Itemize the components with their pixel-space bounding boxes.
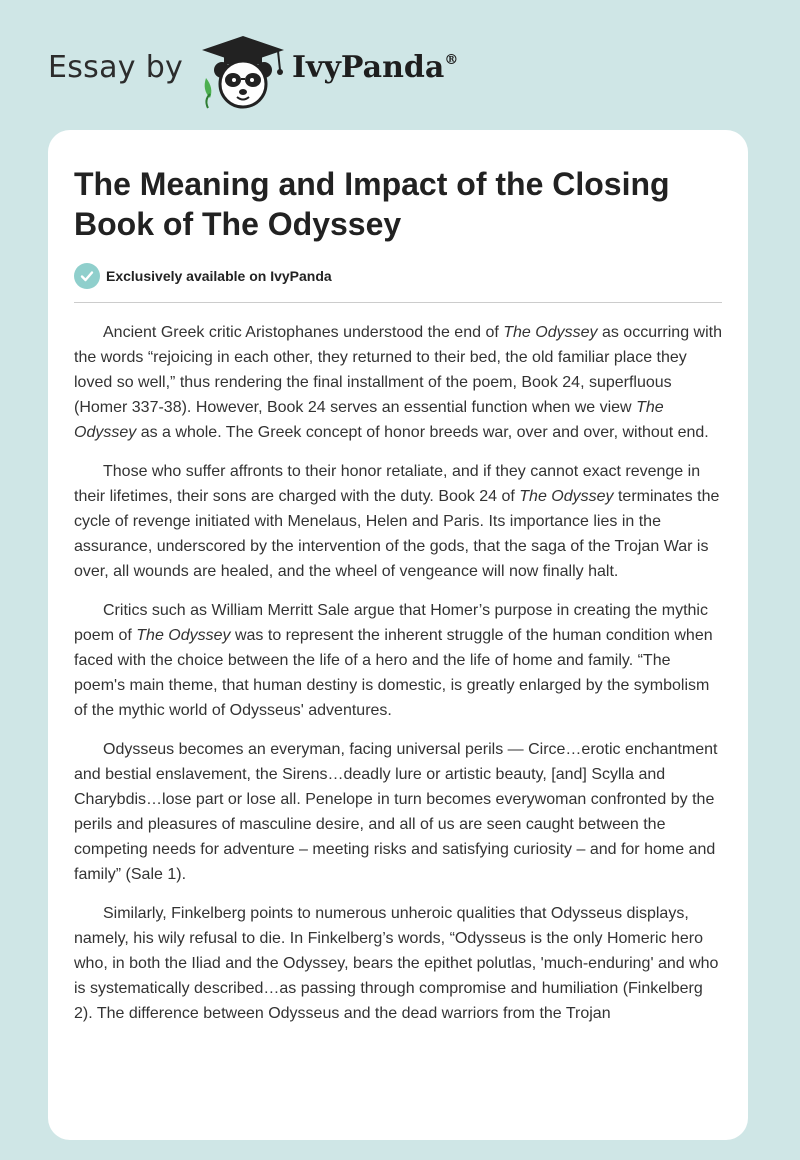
ivypanda-logo-icon[interactable] bbox=[200, 34, 286, 110]
site-header bbox=[0, 0, 800, 120]
italic-title-text: The Odyssey bbox=[74, 399, 664, 441]
paragraph bbox=[74, 598, 724, 723]
check-circle-icon bbox=[74, 263, 100, 289]
paragraph bbox=[74, 320, 724, 445]
paragraph-text: Ancient Greek critic Aristophanes understood the end of bbox=[103, 324, 504, 341]
divider bbox=[74, 302, 722, 303]
registered-mark: ® bbox=[444, 52, 459, 68]
paragraph-text: was to represent the inherent struggle of the human condition when faced with the choice between the life of a hero and the life of home and family. “The poem's main theme, that human destiny is domestic, is greatly enlarged by the symbolism of the mythic world of Odysseus' adventures. bbox=[74, 627, 713, 719]
paragraph bbox=[74, 459, 724, 584]
paragraph-text: Odysseus becomes an everyman, facing universal perils — Circe…erotic enchantment and bestial enslavement, the Sirens…deadly lure or artistic beauty, [and] Scylla and Charybdis…lose part or lose all. Penelope in turn becomes everywoman confronted by the perils and pleasures of masculine desire, and all of us are seen caught between the competing needs for adventure – meeting risks and satisfying curiosity – and for home and family” (Sale 1). bbox=[74, 741, 718, 883]
paragraph bbox=[74, 737, 724, 887]
brand-name[interactable] bbox=[292, 50, 458, 85]
paragraph-text: as occurring with the words “rejoicing in each other, they returned to their bed, the old familiar place they loved so well,” thus rendering the final installment of the poem, Book 24, superfluous (Homer 337-38). However, Book 24 serves an essential function when we view bbox=[74, 324, 722, 416]
page-title: The Meaning and Impact of the Closing Book of The Odyssey bbox=[74, 166, 670, 242]
paragraph bbox=[74, 901, 724, 1026]
essay-by-label: Essay by bbox=[48, 50, 184, 85]
essay-body bbox=[74, 320, 724, 1040]
exclusive-badge bbox=[74, 263, 332, 289]
paragraph-text: Critics such as William Merritt Sale argue that Homer’s purpose in creating the mythic poem of bbox=[74, 602, 708, 644]
brand-name-text: IvyPanda bbox=[292, 50, 445, 85]
essay-card bbox=[48, 130, 748, 1140]
paragraph-text: Similarly, Finkelberg points to numerous unheroic qualities that Odysseus displays, namely, his wily refusal to die. In Finkelberg’s words, “Odysseus is the only Homeric hero who, in both the Iliad and the Odyssey, bears the epithet polutlas, 'much-enduring' and who is systematically described…as passing through compromise and humiliation (Finkelberg 2). The difference between Odysseus and the dead warriors from the Trojan bbox=[74, 905, 719, 1022]
italic-title-text: The Odyssey bbox=[503, 324, 598, 341]
exclusive-badge-label: Exclusively available on IvyPanda bbox=[106, 268, 332, 284]
italic-title-text: The Odyssey bbox=[136, 627, 231, 644]
italic-title-text: The Odyssey bbox=[519, 488, 614, 505]
paragraph-text: Those who suffer affronts to their honor retaliate, and if they cannot exact revenge in their lifetimes, their sons are charged with the duty. Book 24 of bbox=[74, 463, 701, 505]
paragraph-text: terminates the cycle of revenge initiated with Menelaus, Helen and Paris. Its importance lies in the assurance, underscored by the intervention of the gods, that the saga of the Trojan War is over, all wounds are healed, and the wheel of vengeance will now finally halt. bbox=[74, 488, 720, 580]
paragraph-text: as a whole. The Greek concept of honor breeds war, over and over, without end. bbox=[136, 424, 709, 441]
